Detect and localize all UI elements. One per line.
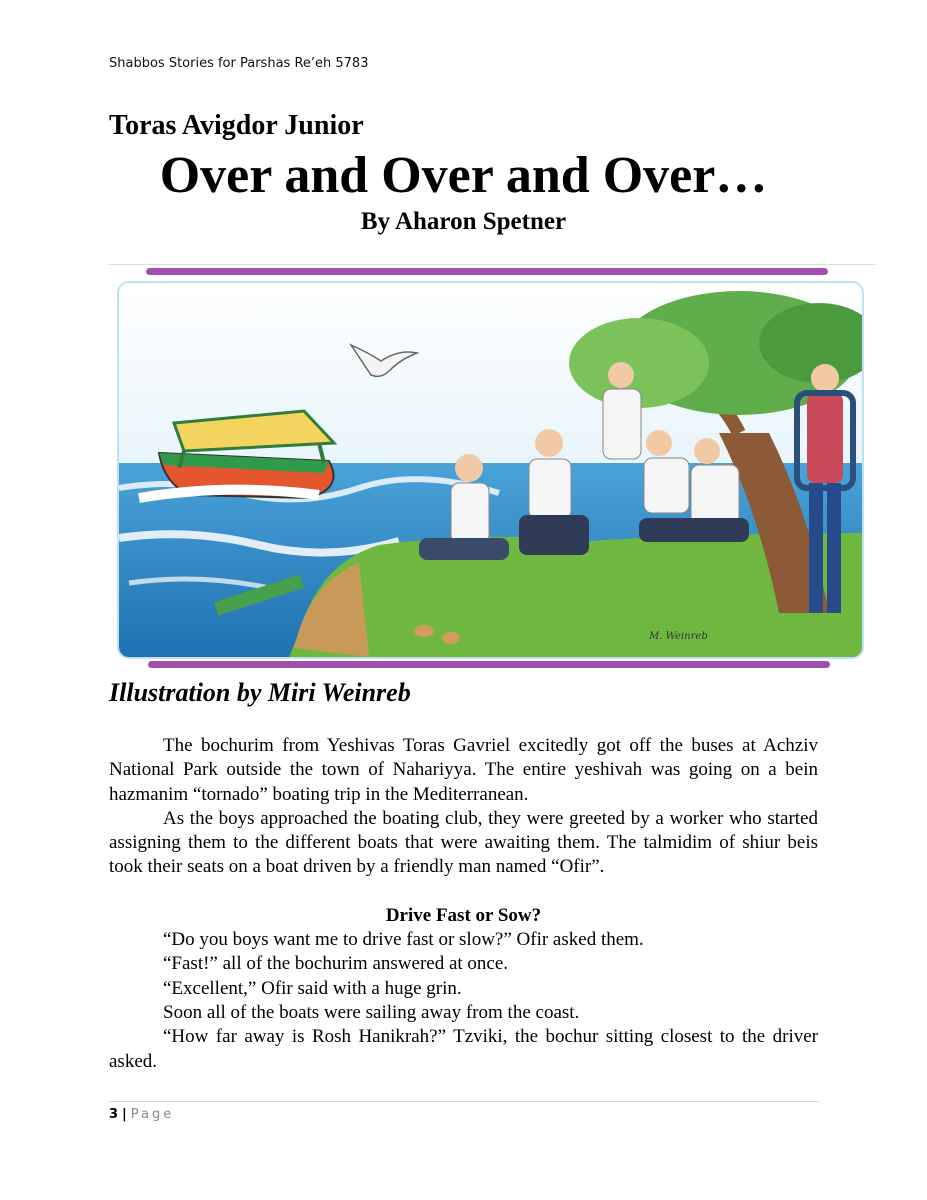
illustrator-signature: M. Weinreb xyxy=(649,631,708,642)
dialogue-line: Soon all of the boats were sailing away from the coast. xyxy=(163,1001,580,1023)
footer-separator: | xyxy=(122,1107,127,1122)
page-label: Page xyxy=(130,1107,175,1122)
dialogue-line: “Excellent,” Ofir said with a huge grin. xyxy=(163,977,462,999)
running-header: Shabbos Stories for Parshas Re’eh 5783 xyxy=(109,56,369,71)
story-body xyxy=(109,734,818,1074)
illustration-credit: Illustration by Miri Weinreb xyxy=(109,678,411,707)
paragraph-2: As the boys approached the boating club, they were greeted by a worker who started assigning them to the different boats that were awaiting them. The talmidim of shiur beis took their seats on a boat driven by a friendly man named “Ofir”. xyxy=(109,807,818,878)
section-heading: Drive Fast or Sow? xyxy=(385,904,542,926)
illustration-top-bar xyxy=(146,268,828,275)
footer-divider xyxy=(109,1101,819,1102)
series-title: Toras Avigdor Junior xyxy=(109,110,364,141)
byline: By Aharon Spetner xyxy=(360,208,567,235)
dialogue-line: “Do you boys want me to drive fast or slow?” Ofir asked them. xyxy=(163,929,644,951)
story-title: Over and Over and Over… xyxy=(159,147,768,204)
paragraph-1: The bochurim from Yeshivas Toras Gavriel excitedly got off the buses at Achziv National Park outside the town of Nahariyya. The entire yeshivah was going on a bein hazmanim “tornado” boating trip in the Mediterranean. xyxy=(109,735,818,805)
header-divider xyxy=(109,264,875,265)
illustration-bottom-bar xyxy=(148,661,830,668)
story-illustration xyxy=(117,281,864,659)
dialogue-line: “How far away is Rosh Hanikrah?” Tzviki, the bochur sitting closest to the driver asked. xyxy=(109,1026,818,1072)
page-footer xyxy=(109,1107,174,1122)
page-number: 3 xyxy=(109,1107,119,1122)
dialogue-line: “Fast!” all of the bochurim answered at once. xyxy=(163,953,509,975)
